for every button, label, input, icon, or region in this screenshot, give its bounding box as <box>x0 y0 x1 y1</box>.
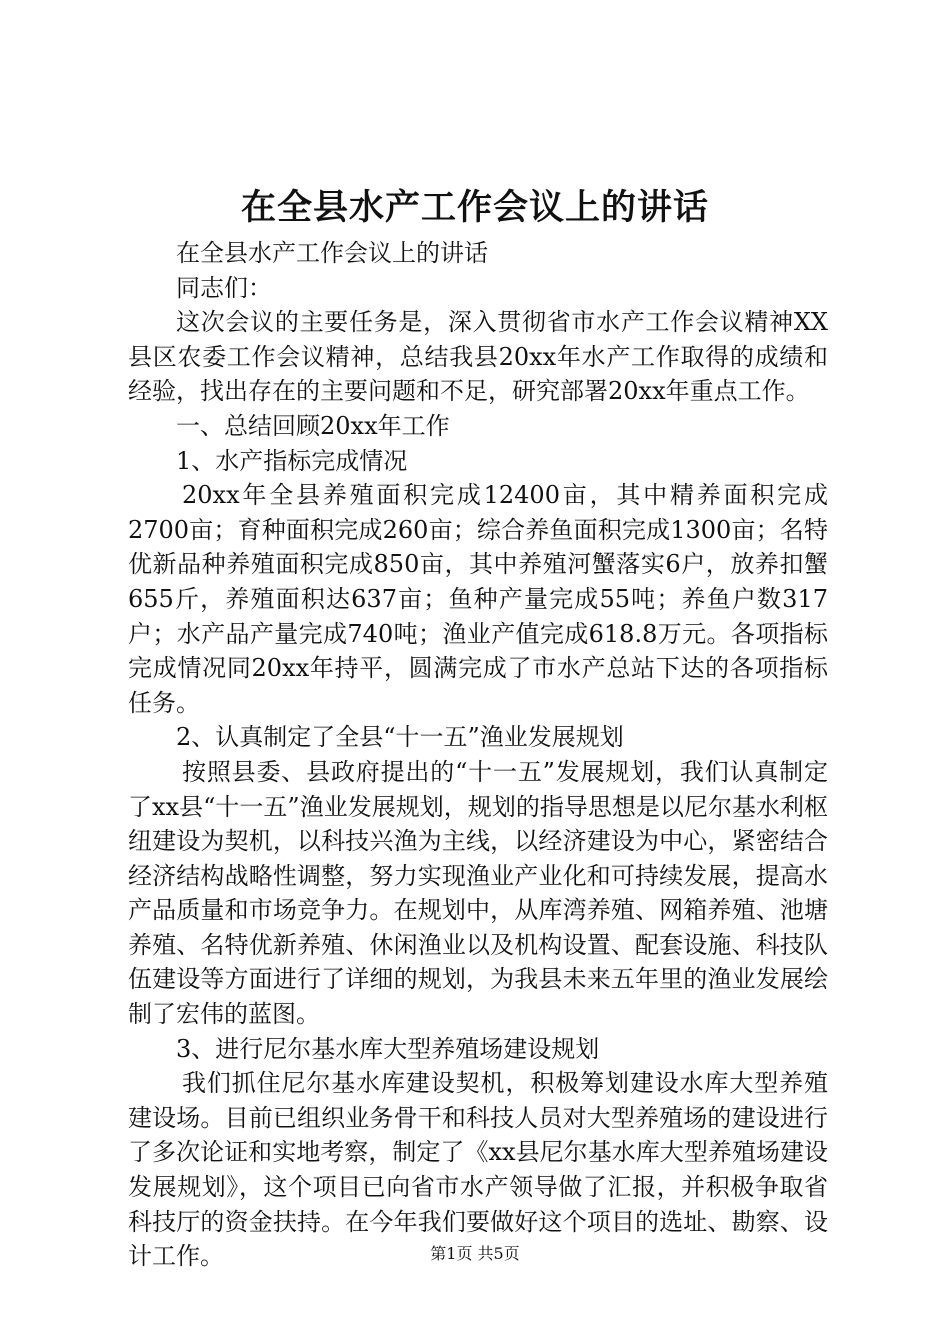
reservoir-paragraph: 我们抓住尼尔基水库建设契机，积极筹划建设水库大型养殖建设场。目前已组织业务骨干和科技人员对大型养殖场的建设进行了多次论证和实地考察，制定了《xx县尼尔基水库大型养殖场建设发展规划》，这个项目已向省市水产领导做了汇报，并积极争取省科技厅的资金扶持。在今年我们要做好这个项目的选址、勘察、设计工作。 <box>128 1069 828 1271</box>
subheading-planning: 2、认真制定了全县“十一五”渔业发展规划 <box>176 723 624 752</box>
planning-paragraph: 按照县委、县政府提出的“十一五”发展规划，我们认真制定了xx县“十一五”渔业发展规划，规划的指导思想是以尼尔基水利枢纽建设为契机，以科技兴渔为主线，以经济建设为中心，紧密结合经济结构战略性调整，努力实现渔业产业化和可持续发展，提高水产品质量和市场竞争力。在规划中，从库湾养殖、网箱养殖、池塘养殖、名特优新养殖、休闲渔业以及机构设置、配套设施、科技队伍建设等方面进行了详细的规划，为我县未来五年里的渔业发展绘制了宏伟的蓝图。 <box>128 757 828 1029</box>
indicators-paragraph: 20xx年全县养殖面积完成12400亩，其中精养面积完成2700亩；育种面积完成260亩；综合养鱼面积完成1300亩；名特优新品种养殖面积完成850亩，其中养殖河蟹落实6户，放养扣蟹655斤，养殖面积达637亩；鱼种产量完成55吨；养鱼户数317户；水产品产量完成740吨；渔业产值完成618.8万元。各项指标完成情况同20xx年持平，圆满完成了市水产总站下达的各项指标任务。 <box>128 481 828 717</box>
section-heading-review: 一、总结回顾20xx年工作 <box>176 411 450 440</box>
salutation-paragraph: 同志们： <box>176 273 272 302</box>
document-title: 在全县水产工作会议上的讲话 <box>240 187 709 228</box>
page-number-footer: 第1页 共5页 <box>430 1244 520 1263</box>
intro-paragraph: 这次会议的主要任务是，深入贯彻省市水产工作会议精神XX县区农委工作会议精神，总结我县20xx年水产工作取得的成绩和经验，找出存在的主要问题和不足，研究部署20xx年重点工作。 <box>128 308 828 406</box>
subheading-indicators: 1、水产指标完成情况 <box>176 446 408 475</box>
subtitle-paragraph: 在全县水产工作会议上的讲话 <box>176 239 488 267</box>
subheading-reservoir: 3、进行尼尔基水库大型养殖场建设规划 <box>176 1034 600 1063</box>
document-body <box>128 236 828 1274</box>
